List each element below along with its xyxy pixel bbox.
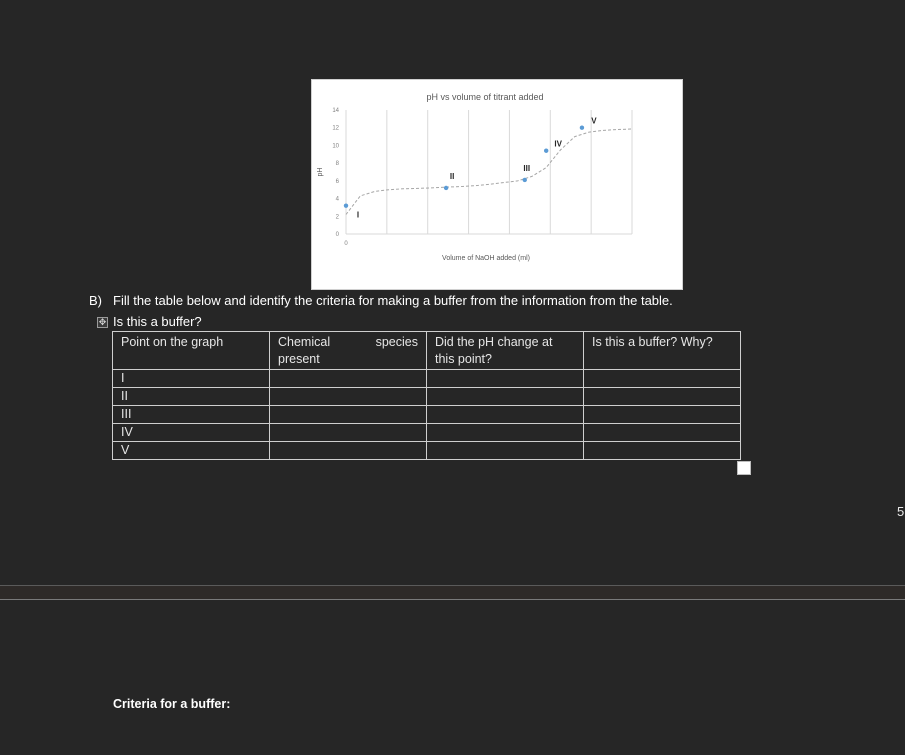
titration-chart [311, 79, 683, 290]
row-point-label: V [113, 442, 270, 460]
y-tick-label: 10 [332, 143, 339, 150]
header-change-label-a: Did the pH change at [435, 335, 553, 349]
table-header-row [113, 332, 741, 370]
data-point-ii [444, 186, 448, 190]
point-label-i: I [356, 210, 360, 220]
species-cell[interactable] [270, 388, 427, 406]
header-point-label: Point on the graph [121, 335, 224, 349]
buffer-cell[interactable] [584, 442, 741, 460]
section-number: B) [89, 293, 102, 308]
table-caption: Is this a buffer? [113, 314, 202, 329]
table-row [113, 388, 741, 406]
ph-change-cell[interactable] [427, 406, 584, 424]
page-divider-bottom [0, 599, 905, 600]
buffer-cell[interactable] [584, 388, 741, 406]
species-cell[interactable] [270, 442, 427, 460]
y-tick-label: 14 [332, 108, 339, 114]
buffer-cell[interactable] [584, 424, 741, 442]
ph-change-cell[interactable] [427, 388, 584, 406]
table-row [113, 406, 741, 424]
page-gap [0, 586, 905, 599]
point-label-iv: IV [554, 139, 562, 149]
section-instruction: Fill the table below and identify the criteria for making a buffer from the information from the table. [113, 293, 673, 308]
header-species [270, 332, 427, 370]
row-point-label: III [113, 406, 270, 424]
y-tick-label: 8 [335, 161, 339, 168]
header-buffer [584, 332, 741, 370]
row-point-label: II [113, 388, 270, 406]
table-row [113, 370, 741, 388]
y-axis-label: pH [317, 167, 324, 177]
ph-change-cell[interactable] [427, 442, 584, 460]
criteria-label: Criteria for a buffer: [113, 697, 231, 711]
row-point-label: IV [113, 424, 270, 442]
header-buffer-label: Is this a buffer? Why? [592, 335, 713, 349]
buffer-cell[interactable] [584, 406, 741, 424]
data-point-i [344, 203, 348, 207]
row-point-label: I [113, 370, 270, 388]
header-ph-change [427, 332, 584, 370]
species-cell[interactable] [270, 370, 427, 388]
y-tick-label: 0 [335, 232, 339, 238]
ph-change-cell[interactable] [427, 424, 584, 442]
header-species-label-c: present [278, 352, 320, 366]
chart-canvas [312, 80, 682, 289]
y-tick-label: 6 [335, 178, 339, 185]
data-point-iii [523, 178, 527, 182]
data-point-v [580, 126, 584, 130]
point-label-v: V [591, 116, 597, 126]
x-axis-label: Volume of NaOH added (ml) [442, 255, 530, 262]
x-tick-label: 0 [344, 241, 348, 247]
point-label-ii: II [449, 171, 455, 181]
buffer-cell[interactable] [584, 370, 741, 388]
series-line [346, 129, 632, 215]
species-cell[interactable] [270, 424, 427, 442]
buffer-table [112, 331, 741, 460]
table-move-handle-icon[interactable]: ✥ [98, 317, 107, 327]
header-species-label-b: species [375, 335, 418, 349]
data-point-iv [544, 149, 548, 153]
y-tick-label: 4 [335, 196, 339, 203]
table-row [113, 424, 741, 442]
table-end-marker [737, 461, 751, 475]
y-tick-label: 2 [335, 214, 339, 221]
species-cell[interactable] [270, 406, 427, 424]
header-point [113, 332, 270, 370]
header-species-label-a: Chemical [278, 335, 331, 349]
point-label-iii: III [523, 163, 531, 173]
chart-title: pH vs volume of titrant added [426, 92, 544, 102]
page-number: 5 [897, 504, 905, 519]
y-tick-label: 12 [332, 125, 339, 132]
section-heading [89, 293, 673, 308]
ph-change-cell[interactable] [427, 370, 584, 388]
table-row [113, 442, 741, 460]
header-change-label-b: this point? [435, 352, 492, 366]
